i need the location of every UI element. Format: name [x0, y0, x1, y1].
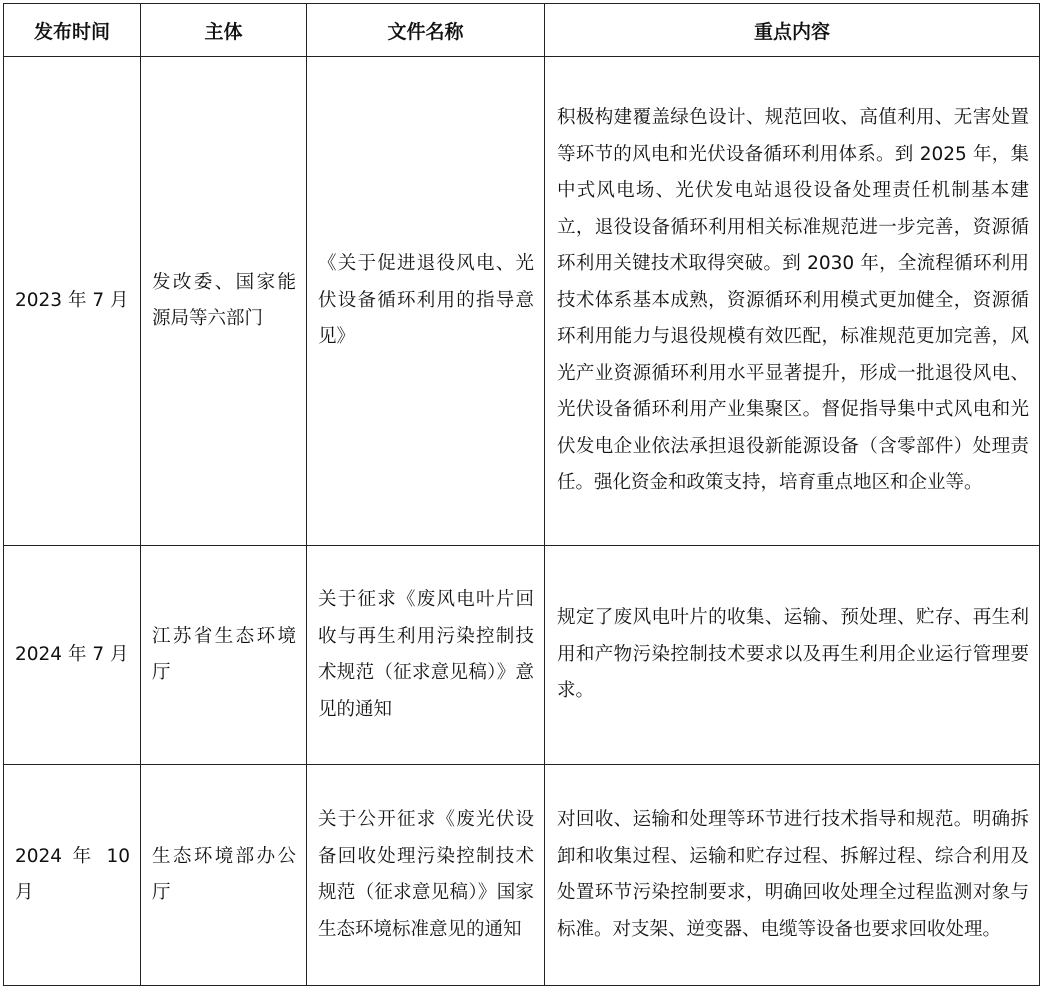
content-cell: 规定了废风电叶片的收集、运输、预处理、贮存、再生利用和产物污染控制技术要求以及再生利用企业运行管理要求。 [545, 546, 1040, 765]
header-row [4, 4, 1040, 57]
header-cell-content: 重点内容 [545, 4, 1040, 57]
table-row [4, 765, 1040, 986]
document-cell: 关于征求《废风电叶片回收与再生利用污染控制技术规范（征求意见稿）》意见的通知 [307, 546, 545, 765]
document-cell: 关于公开征求《废光伏设备回收处理污染控制技术规范（征求意见稿）》国家生态环境标准意见的通知 [307, 765, 545, 986]
header-cell-time: 发布时间 [4, 4, 141, 57]
header-cell-issuer: 主体 [141, 4, 307, 57]
content-cell: 积极构建覆盖绿色设计、规范回收、高值利用、无害处置等环节的风电和光伏设备循环利用体系。到 2025 年，集中式风电场、光伏发电站退役设备处理责任机制基本建立，退役设备循环利用相关标准规范进一步完善，资源循环利用关键技术取得突破。到 2030 年，全流程循环利用技术体系基本成熟，资源循环利用模式更加健全，资源循环利用能力与退役规模有效匹配，标准规范更加完善，风光产业资源循环利用水平显著提升，形成一批退役风电、光伏设备循环利用产业集聚区。督促指导集中式风电和光伏发电企业依法承担退役新能源设备（含零部件）处理责任。强化资金和政策支持，培育重点地区和企业等。 [545, 57, 1040, 546]
issuer-cell: 发改委、国家能源局等六部门 [141, 57, 307, 546]
content-cell: 对回收、运输和处理等环节进行技术指导和规范。明确拆卸和收集过程、运输和贮存过程、拆解过程、综合利用及处置环节污染控制要求，明确回收处理全过程监测对象与标准。对支架、逆变器、电缆等设备也要求回收处理。 [545, 765, 1040, 986]
time-cell: 2024 年 7 月 [4, 546, 141, 765]
time-cell: 2024 年 10 月 [4, 765, 141, 986]
issuer-cell: 生态环境部办公厅 [141, 765, 307, 986]
document-cell: 《关于促进退役风电、光伏设备循环利用的指导意见》 [307, 57, 545, 546]
table-row [4, 546, 1040, 765]
time-cell: 2023 年 7 月 [4, 57, 141, 546]
issuer-cell: 江苏省生态环境厅 [141, 546, 307, 765]
policy-table [3, 3, 1040, 986]
table-row [4, 57, 1040, 546]
header-cell-document: 文件名称 [307, 4, 545, 57]
